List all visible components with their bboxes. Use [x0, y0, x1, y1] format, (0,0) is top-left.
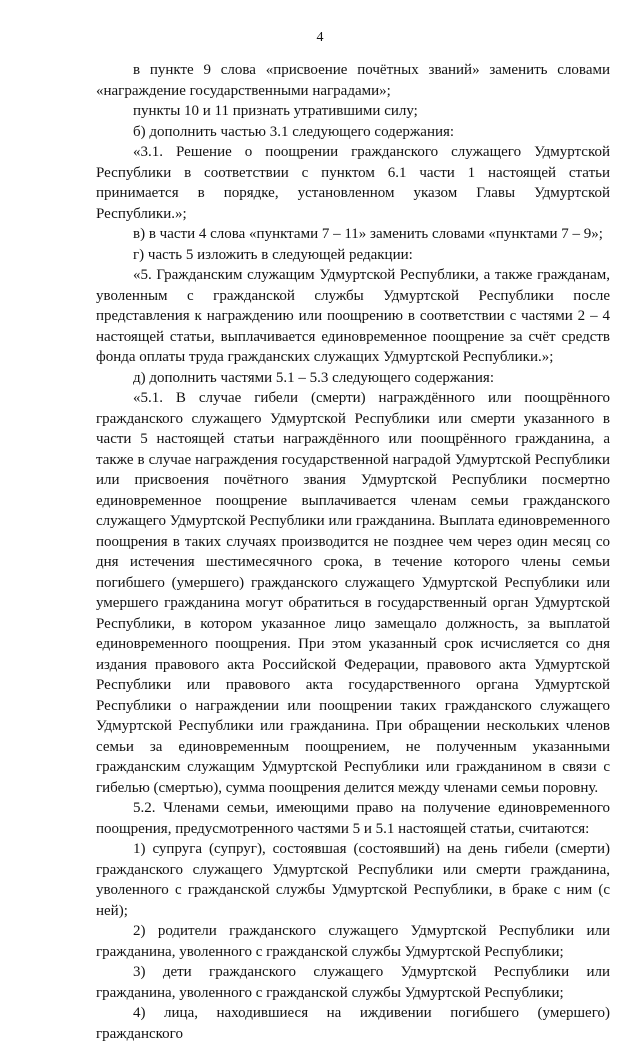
list-item-children: 3) дети гражданского служащего Удмуртской Республики или гражданина, уволенного с гражданской службы Удмуртской Республики; — [96, 964, 610, 1001]
paragraph-b-add-part-3-1: б) дополнить частью 3.1 следующего содержания: — [133, 123, 455, 140]
paragraph-item-9-amendment: в пункте 9 слова «присвоение почётных званий» заменить словами «награждение государственными наградами»; — [96, 62, 610, 99]
list-item-dependents: 4) лица, находившиеся на иждивении погибшего (умершего) гражданского — [96, 1005, 610, 1042]
list-item-parents: 2) родители гражданского служащего Удмуртской Республики или гражданина, уволенного с гражданской службы Удмуртской Республики; — [96, 923, 610, 960]
paragraph-part-5-2-text: 5.2. Членами семьи, имеющими право на получение единовременного поощрения, предусмотренного частями 5 и 5.1 настоящей статьи, считаются: — [96, 800, 610, 837]
paragraph-part-3-1-text: «3.1. Решение о поощрении гражданского служащего Удмуртской Республики в соответствии с пунктом 6.1 части 1 настоящей статьи принимается в порядке, установленном указом Главы Удмуртской Республики.»; — [96, 144, 610, 222]
paragraph-items-10-11-repeal: пункты 10 и 11 признать утратившими силу; — [133, 103, 418, 119]
paragraph-g-part-5-new-wording: г) часть 5 изложить в следующей редакции: — [133, 246, 413, 263]
list-item-spouse: 1) супруга (супруг), состоявшая (состоявший) на день гибели (смерти) гражданского служащего Удмуртской Республики или смерти гражданина, уволенного с гражданской службы Удмуртской Республики, в браке с ним (с ней); — [96, 841, 610, 919]
document-body — [96, 60, 610, 1044]
paragraph-v-part-4-amendment: в) в части 4 слова «пунктами 7 – 11» заменить словами «пунктами 7 – 9»; — [133, 226, 603, 242]
paragraph-d-add-parts-5-1-5-3: д) дополнить частями 5.1 – 5.3 следующего содержания: — [133, 369, 494, 386]
paragraph-part-5-1-text: «5.1. В случае гибели (смерти) награждённого или поощрённого гражданского служащего Удмуртской Республики или смерти указанного в части 5 настоящей статьи награждённого или поощрённого гражданина, а также в случае награждения государственной наградой Удмуртской Республики или присвоения почётного звания Удмуртской Республики посмертно единовременное поощрение выплачивается членам семьи гражданского служащего Удмуртской Республики или гражданина. Выплата единовременного поощрения в таких случаях производится не позднее чем через один месяц со дня истечения шестимесячного срока, в течение которого члены семьи погибшего (умершего) гражданского служащего Удмуртской Республики или умершего гражданина могут обратиться в государственный орган Удмуртской Республики, в котором указанное лицо замещало должность, за выплатой единовременного поощрения. При этом указанный срок исчисляется со дня издания правового акта Российской Федерации, правового акта Удмуртской Республики или правового акта государственного органа Удмуртской Республики о награждении или поощрении таких гражданского служащего Удмуртской Республики или гражданина. При обращении нескольких членов семьи за единовременным поощрением, не полученным указанными гражданским служащим Удмуртской Республики или гражданином в связи с гибелью (смертью), сумма поощрения делится между членами семьи поровну. — [96, 390, 610, 796]
paragraph-part-5-text: «5. Гражданским служащим Удмуртской Республики, а также гражданам, уволенным с гражданской службы Удмуртской Республики после представления к награждению или поощрению в соответствии с частями 2 – 4 настоящей статьи, выплачивается единовременное поощрение за счёт средств фонда оплаты труда гражданских служащих Удмуртской Республики.»; — [96, 267, 610, 365]
page-number: 4 — [316, 30, 324, 45]
